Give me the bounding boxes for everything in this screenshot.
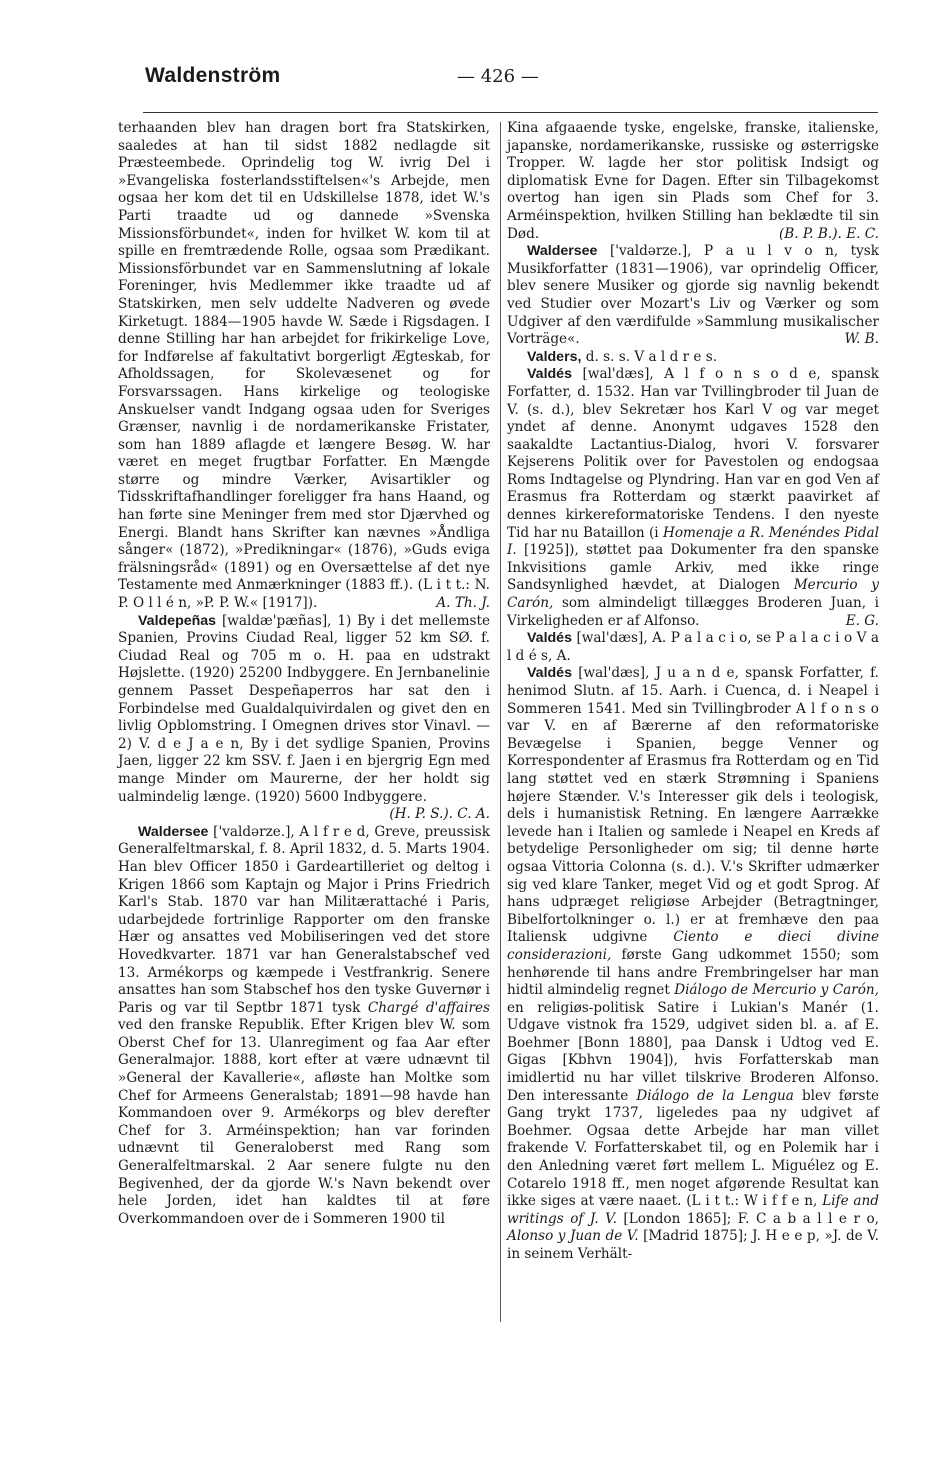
entry-text-continued: første Gang udkommet 1550; som henhørende til hans andre Frembringelser har man hidtil almindelig regnet [507, 946, 880, 999]
entry-headword: Valdés [527, 366, 572, 383]
entry-text: [wal'dæs], A l f o n s o d e, spansk Forfatter, d. 1532. Han var Tvillingbroder til Juan de V. (s. d.), blev Sekretær hos Karl V og var meget yndet af denne. Anonymt udgaves 1528 den saakaldte Lactantius-Dialog, hvori V. forsvarer Kejserens Politik over for Pavestolen og endogsaa Roms Indtagelse og Plyndring. Han var en god Ven af Erasmus fra Rotterdam og stærkt paavirket af dennes kirkereformatoriske Tendens. I den nyeste Tid har nu Bataillon (i [507, 366, 879, 541]
author-signature: A. Th. J. [436, 595, 490, 612]
entry-italic-title: Ciento e dieci divine considerazioni, [507, 929, 879, 963]
entry-headword: Valdepeñas [138, 612, 217, 629]
author-signature: W. B. [844, 331, 879, 348]
entry-text-continued: som almindeligt tillægges Broderen Juan, i Virkeligheden er af Alfonso. [507, 595, 879, 629]
entry-text: [wal'dæs], A. P a l a c i o, se P a l a c i o V a l d é s, A. [507, 630, 879, 664]
left-column [118, 120, 490, 1228]
entry-headword: Waldersee [527, 243, 598, 260]
entry-italic-title: Diálogo de la Lengua [636, 1087, 794, 1104]
entry-italic-title: Mercurio y Carón, [507, 577, 879, 612]
entry-italic-term: Chargé d'affaires [367, 999, 490, 1016]
entry-text: Kina afgaaende tyske, engelske, franske, italienske, japanske, nordamerikanske, russiske og østerrigske Tropper. W. lagde her stor politisk Indsigt og diplomatisk Evne for Dagen. Efter sin Tilbagekomst overtog han igen sin Plads som Chef for 3. Arméinspektion, hvilken Stilling han beklædte til sin Død. [507, 120, 879, 242]
entry-text: ['valdərze.], P a u l v o n, tysk Musikforfatter (1831—1906), var oprindelig Officer, blev senere Musiker og gjorde sig navnlig bekendt ved Studier over Mozart's Liv og Værker og som Udgiver af den værdifulde »Sammlung musikalischer Vorträge«. [507, 243, 879, 348]
entry-italic-title: Life and writings of J. V. [507, 1193, 879, 1227]
entry-headword: Valders, [527, 348, 582, 365]
entry-headword: Waldersee [138, 823, 209, 840]
continued-entry-waldenstrom [118, 120, 490, 613]
page-number: — 426 — [457, 66, 539, 87]
entry-text-continued: [1925]), støttet paa Dokumenter fra den spanske Inkvisitions gamle Arkiv, med ikke ringe Sandsynlighed hævdet, at Dialogen [507, 542, 880, 594]
entry-text: [wal'dæs], J u a n d e, spansk Forfatter, f. henimod Slutn. af 15. Aarh. i Cuenca, d. i Neapel i Sommeren 1541. Med sin Tvillingbroder A l f o n s o var V. en af Bærerne af den reformatoriske Bevægelse i Spanien, begge Venner og Korrespondenter af Erasmus fra Rotterdam og en Tid lang støttet ved en stærk Strømning i Spaniens højere Stænder. V.'s Interesser gik dels i teologisk, dels i humanistisk Retning. En længere Aarrække levede han i Italien og samlede i Neapel en Kreds af betydelige Personligheder om sig; til denne hørte ogsaa Vittoria Colonna (s. d.). V.'s Skrifter udmærker sig ved klare Tanker, meget Vid og et godt Sprog. Af hans udpræget religiøse Arbejder (Betragtninger, Bibelfortolkninger o. l.) er at fremhæve den paa Italiensk udgivne [507, 665, 879, 946]
column-divider [500, 122, 501, 1322]
entry-waldersee-alfred [118, 824, 490, 1229]
author-signature: (H. P. S.). C. A. [389, 806, 490, 823]
entry-text-continued: en religiøs-politisk Satire i Lukian's Manér (1. Udgave vistnok fra 1529, udgivet siden bl. a. af E. Boehmer [Bonn 1880], paa Dansk i Udtog ved E. Gigas [Kbhvn 1904]), hvis Forfatterskab man imidlertid nu har villet tilskrive Broderen Alfonso. Den interessante [507, 999, 879, 1104]
entry-valdepenas [118, 612, 490, 823]
entry-headword: Valdés [527, 630, 572, 647]
entry-text: [waldæ'pæñas], 1) By i det mellemste Spanien, Provins Ciudad Real, ligger 52 km SØ. f. Ciudad Real og 705 m o. H. paa en udstrakt Højslette. (1920) 25200 Indbyggere. En Jernbanelinie gennem Passet Despeñaperros har sat den i Forbindelse med Gualdalquivirdalen og givet den en livlig Opblomstring. I Omegnen drives stor Vinavl. — 2) V. d e J a e n, By i det sydlige Spanien, Provins Jaen, ligger 22 km SSV. f. Jaen i en bjergrig Egn med mange Minder om Maurerne, der her holdt sig ualmindelig længe. (1920) 5600 Indbyggere. [118, 612, 490, 805]
entry-valders [507, 349, 879, 367]
entry-italic-title: Diálogo de Mercurio y Carón, [674, 982, 879, 999]
header-rule [143, 112, 878, 113]
author-signature: E. G. [845, 612, 879, 629]
page-header [145, 60, 875, 100]
continued-entry-waldersee-alfred [507, 120, 879, 243]
entry-text: terhaanden blev han dragen bort fra Statskirken, saaledes at han til sidst 1882 nedlagde sit Præsteembede. Oprindelig tog W. ivrig Del i »Evangeliska fosterlandsstiftelsen«'s Arbejde, men ogsaa her kom det til en Udskillelse 1878, idet W.'s Parti traadte ud og dannede »Svenska Missionsförbundet«, inden for hvilket W. kom til at spille en fremtrædende Rolle, ogsaa som Prædikant. Missionsförbundet var en Sammenslutning af lokale Foreninger, hvis Medlemmer ikke traadte ud af Statskirken, men selv uddelte Nadveren og øvede Kirketugt. 1884—1905 havde W. Sæde i Rigsdagen. I denne Stilling har han arbejdet for frikirkelige Love, for Indførelse af fakultativt borgerligt Ægteskab, for Afholdssagen, for Skolevæsenet og for Forsvarssagen. Hans kirkelige og teologiske Anskuelser vandt Indgang ogsaa uden for Sveriges Grænser, navnlig i de nordamerikanske Fristater, som han 1889 aflagde et længere Besøg. W. har været en meget frugtbar Forfatter. En Mængde større og mindre Værker, Avisartikler og Tidsskriftafhandlinger foreligger fra hans Haand, og han førte sine Meninger frem med stor Djærvhed og Energi. Blandt hans Skrifter kan nævnes »Åndliga sånger« (1872), »Predikningar« (1876), »Guds eviga frälsningsråd« (1891) og en Oversættelse af det nye Testamente med Anmærkninger (1883 ff.). (L i t t.: N. P. O l l é n, »P. P. W.« [1917]). [118, 120, 490, 612]
right-column [507, 120, 879, 1264]
running-head-word: Waldenström [145, 64, 281, 87]
entry-valdes-alfonso [507, 366, 879, 630]
entry-text: ['valdərze.], A l f r e d, Greve, preussisk Generalfeltmarskal, f. 8. April 1832, d. 5. Marts 1904. Han blev Officer 1850 i Gardeartilleriet og deltog i Krigen 1866 som Kaptajn og Major i Prins Friedrich Karl's Stab. 1870 var han Militærattaché i Paris, udarbejdede fortrinlige Rapporter om den franske Hær og ansattes ved Mobiliseringen ved det store Hovedkvarter. 1871 var han Generalstabschef ved 13. Armékorps og kæmpede i Vestfrankrig. Senere ansattes han som Stabschef hos den tyske Guvernør i Paris og var til Septbr 1871 tysk [118, 823, 490, 1016]
entry-text-continued: ved den franske Republik. Efter Krigen blev W. som Oberst Chef for 13. Ulanregiment og faa Aar efter Generalmajor. 1888, kort efter at være udnævnt til »General der Kavallerie«, afløste han Moltke som Chef for Armeens Generalstab; 1891—98 havde han Kommandoen over 9. Armékorps og blev derefter Chef for 3. Arméinspektion; han var forinden udnævnt til Generaloberst med Rang som Generalfeltmarskal. 2 Aar senere fulgte nu den Begivenhed, der da gjorde W.'s Navn bekendt over hele Jorden, idet han kaldtes til at føre Overkommandoen over de i Sommeren 1900 til [118, 1017, 490, 1227]
entry-text-continued: [Madrid 1875]; J. H e e p, »J. de V. in seinem Verhält- [507, 1228, 879, 1262]
entry-valdes-juan [507, 665, 879, 1263]
entry-headword: Valdés [527, 665, 572, 682]
entry-valdes-palacio [507, 630, 879, 665]
entry-text-continued: [London 1865]; F. C a b a l l e r o, [623, 1210, 879, 1227]
entry-text: d. s. s. V a l d r e s. [585, 348, 718, 365]
entry-italic-title: Homenaje a R. Menéndes Pidal I. [507, 524, 879, 559]
entry-text-continued: blev første Gang trykt 1737, ligeledes paa ny udgivet af Boehmer. Ogsaa dette Arbejde har man villet frakende V. Forfatterskabet til, og en Polemik har i den Anledning været ført mellem L. Miguélez og E. Cotarelo 1918 ff., men noget afgørende Resultat kan ikke siges at være naaet. (L i t t.: W i f f e n, [507, 1087, 880, 1210]
entry-waldersee-paul [507, 243, 879, 349]
entry-italic-title: Alonso y Juan de V. [507, 1228, 639, 1245]
author-signature: (B. P. B.). E. C. [778, 225, 879, 242]
